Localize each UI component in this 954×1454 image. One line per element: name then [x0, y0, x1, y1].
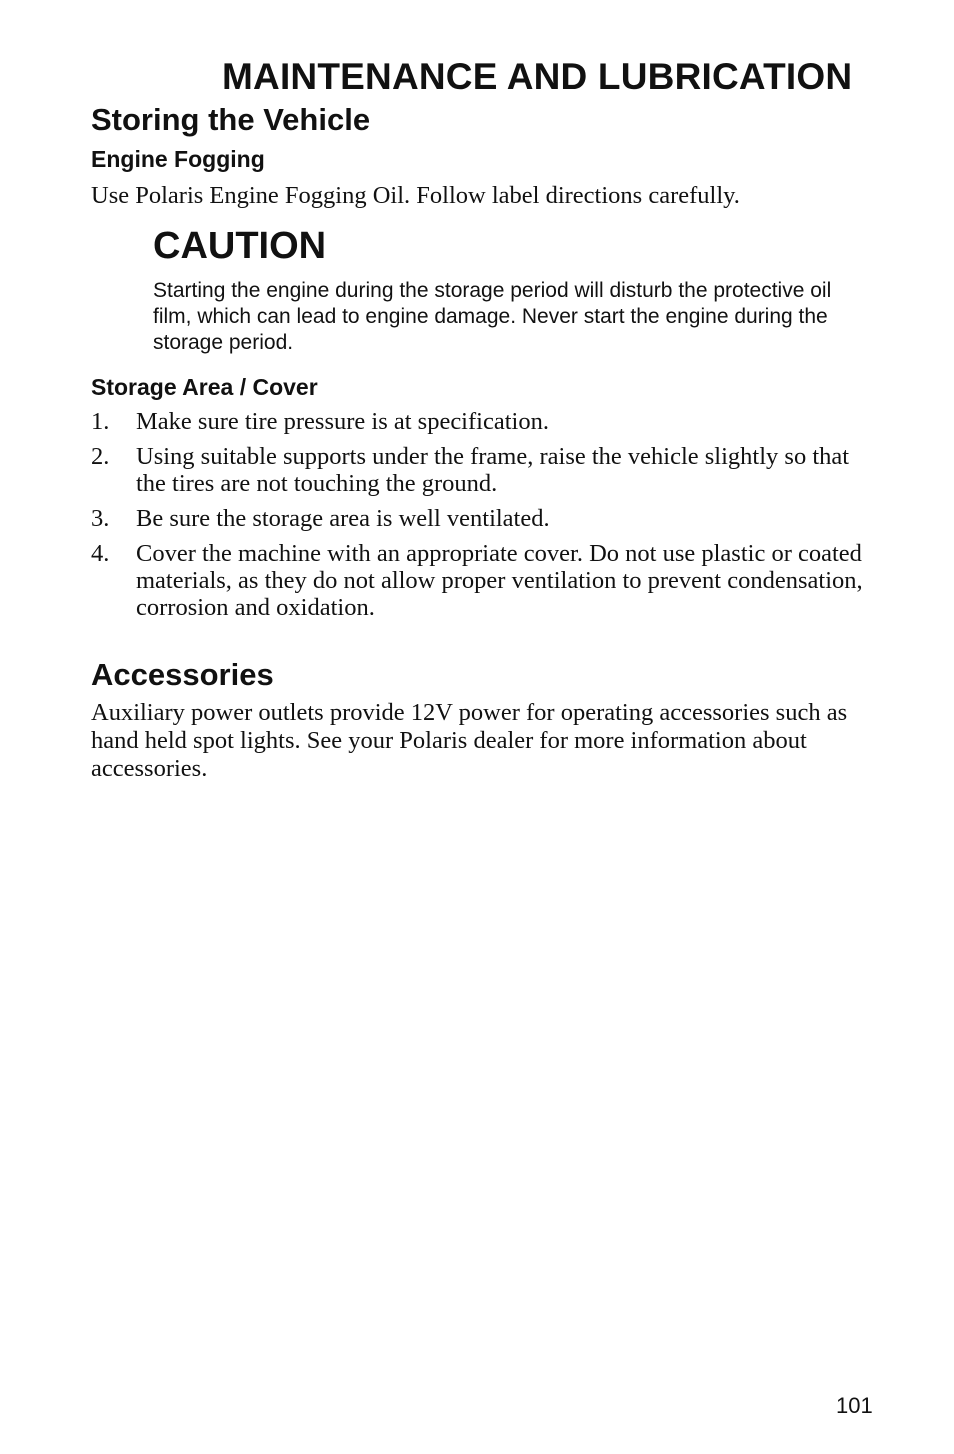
list-item: [91, 443, 881, 497]
caution-title: CAUTION: [153, 225, 327, 267]
engine-fogging-text: Use Polaris Engine Fogging Oil. Follow label directions carefully.: [91, 182, 740, 209]
step-text: Make sure tire pressure is at specification.: [136, 408, 549, 435]
list-item: [91, 505, 881, 532]
step-number: 2.: [91, 443, 110, 470]
step-text: Using suitable supports under the frame, raise the vehicle slightly so that the tires are not touching the ground.: [136, 443, 850, 497]
section-title-storing: Storing the Vehicle: [91, 102, 371, 137]
page-content: [91, 100, 881, 783]
step-number: 3.: [91, 505, 110, 532]
storage-steps-list: [91, 408, 881, 621]
section-title-accessories: Accessories: [91, 657, 274, 692]
step-number: 4.: [91, 540, 110, 567]
page-number: 101: [836, 1393, 873, 1418]
caution-box: [153, 224, 863, 356]
list-item: [91, 408, 881, 435]
subsection-title-engine-fogging: Engine Fogging: [91, 146, 265, 172]
caution-text: Starting the engine during the storage period will disturb the protective oil film, which can lead to engine damage. Never start the engine during the storage period.: [153, 279, 832, 354]
step-text: Be sure the storage area is well ventilated.: [136, 505, 550, 532]
step-text: Cover the machine with an appropriate cover. Do not use plastic or coated materials, as they do not allow proper ventilation to prevent condensation, corrosion and oxidation.: [136, 540, 863, 621]
accessories-text: Auxiliary power outlets provide 12V power for operating accessories such as hand held spot lights. See your Polaris dealer for more information about accessories.: [91, 699, 848, 782]
step-number: 1.: [91, 408, 110, 435]
page-header-title: MAINTENANCE AND LUBRICATION: [222, 56, 853, 97]
list-item: [91, 540, 881, 621]
subsection-title-storage-area: Storage Area / Cover: [91, 374, 318, 400]
